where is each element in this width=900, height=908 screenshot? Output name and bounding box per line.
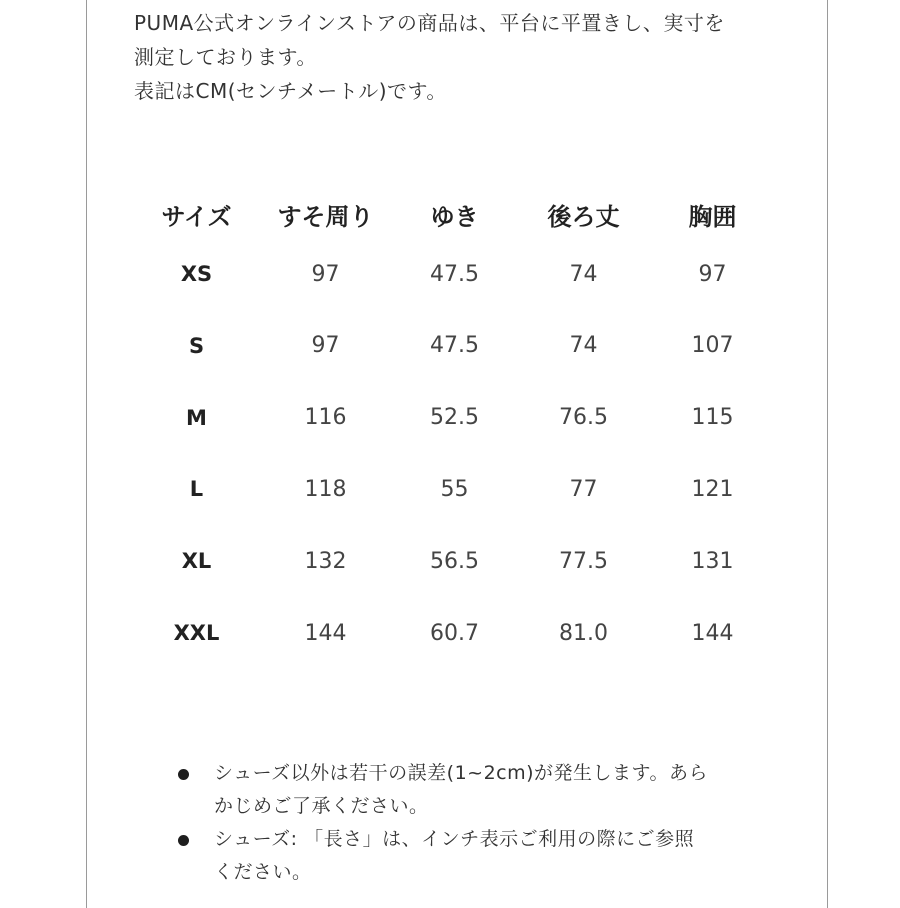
table-row xyxy=(132,454,777,526)
size-cell: M xyxy=(186,405,207,430)
table-cell: 144 xyxy=(304,620,347,646)
table-cell: 52.5 xyxy=(430,405,479,431)
table-cell: 60.7 xyxy=(430,620,479,646)
table-header-row xyxy=(132,190,777,238)
size-table xyxy=(132,190,777,669)
size-cell: XL xyxy=(181,549,212,574)
table-cell: 131 xyxy=(691,548,734,574)
bullet-icon xyxy=(178,835,189,846)
table-cell: 55 xyxy=(440,476,469,502)
table-cell: 47.5 xyxy=(430,333,479,359)
header-chest: 胸囲 xyxy=(688,202,737,231)
intro-line: 測定しております。 xyxy=(134,45,317,69)
table-row xyxy=(132,310,777,382)
table-cell: 77 xyxy=(569,476,598,502)
table-cell: 97 xyxy=(311,261,340,287)
table-cell: 74 xyxy=(569,333,598,359)
table-cell: 132 xyxy=(304,548,347,574)
bullet-icon xyxy=(178,769,189,780)
table-cell: 115 xyxy=(691,405,734,431)
table-cell: 118 xyxy=(304,476,347,502)
header-hem: すそ周り xyxy=(277,202,374,231)
size-cell: L xyxy=(189,477,204,502)
header-size: サイズ xyxy=(161,202,232,231)
header-sleeve: ゆき xyxy=(430,202,479,231)
note-line: シューズ以外は若干の誤差(1~2cm)が発生します。あら xyxy=(214,762,709,784)
note-line: ください。 xyxy=(214,861,312,883)
table-row xyxy=(132,597,777,669)
table-cell: 116 xyxy=(304,405,347,431)
table-cell: 56.5 xyxy=(430,548,479,574)
notes-list xyxy=(172,757,812,889)
table-row xyxy=(132,525,777,597)
table-cell: 77.5 xyxy=(559,548,608,574)
table-cell: 76.5 xyxy=(559,405,608,431)
table-cell: 144 xyxy=(691,620,734,646)
note-line: シューズ: 「長さ」は、インチ表示ご利用の際にご参照 xyxy=(214,828,695,850)
size-cell: XXL xyxy=(173,621,220,646)
table-cell: 81.0 xyxy=(559,620,608,646)
note-line: かじめご了承ください。 xyxy=(214,795,429,817)
intro-line: PUMA公式オンラインストアの商品は、平台に平置きし、実寸を xyxy=(134,11,725,35)
table-row xyxy=(132,238,777,310)
intro-text xyxy=(134,6,814,108)
table-cell: 121 xyxy=(691,476,734,502)
size-cell: S xyxy=(188,333,205,358)
table-row xyxy=(132,382,777,454)
table-cell: 97 xyxy=(698,261,727,287)
note-item xyxy=(172,757,812,823)
intro-line: 表記はCM(センチメートル)です。 xyxy=(134,79,447,103)
table-cell: 107 xyxy=(691,333,734,359)
header-back-length: 後ろ丈 xyxy=(547,202,620,231)
table-cell: 47.5 xyxy=(430,261,479,287)
size-cell: XS xyxy=(180,262,213,286)
table-cell: 74 xyxy=(569,261,598,287)
note-item xyxy=(172,823,812,889)
table-cell: 97 xyxy=(311,333,340,359)
